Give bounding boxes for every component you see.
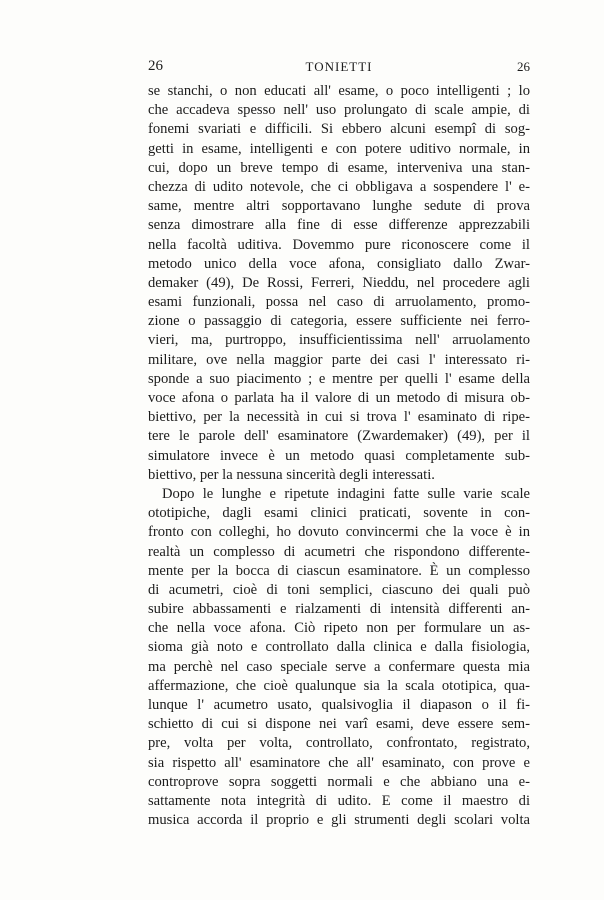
text-line: metodo unico della voce afona, consigliato dallo Zwar- <box>148 255 530 272</box>
text-line: schietto di cui si dispone nei varî esami, deve essere sem- <box>148 716 530 733</box>
running-title: TONIETTI <box>305 59 373 74</box>
page-number-left: 26 <box>148 58 163 74</box>
text-line: senza dimostrare alla fine di esse differenze apprezzabili <box>148 217 530 234</box>
body-text <box>148 82 530 830</box>
text-line: sattamente nota integrità di udito. E come il maestro di <box>148 792 530 809</box>
text-line: Dopo le lunghe e ripetute indagini fatte sulle varie scale <box>162 485 530 502</box>
text-line: voce afona o parlata ha il valore di un metodo di misura ob- <box>148 390 530 406</box>
text-line: sponde a suo piacimento ; e mentre per quelli l' esame della <box>148 370 530 387</box>
text-line: affermazione, che cioè qualunque sia la scala ototipica, qua- <box>148 677 530 694</box>
text-line: pre, volta per volta, controllato, confrontato, registrato, <box>148 735 530 752</box>
text-line: sia rispetto all' esaminatore che all' esaminato, con prove e <box>148 754 530 771</box>
text-line: subire abbassamenti e rialzamenti di intensità differenti an- <box>148 601 530 618</box>
running-header <box>148 58 530 80</box>
text-line: mente per la bocca di ciascun esaminatore. È un complesso <box>148 562 530 579</box>
text-line: esami funzionali, possa nel caso di arruolamento, promo- <box>148 294 530 311</box>
text-line: simulatore invece è un metodo quasi completamente sub- <box>148 447 530 464</box>
text-line: militare, ove nella maggior parte dei casi l' interessato ri- <box>148 351 530 368</box>
text-line: fronto con colleghi, ho dovuto convincermi che la voce è in <box>148 524 530 541</box>
text-line: getti in esame, intelligenti e con potere uditivo normale, in <box>148 140 530 157</box>
text-line: biettivo, per la necessità in cui si trova l' esaminato di ripe- <box>148 409 530 426</box>
text-line: cui, dopo un breve tempo di esame, interveniva una stan- <box>148 159 530 176</box>
text-line: nella facoltà uditiva. Dovemmo pure riconoscere come il <box>148 236 530 253</box>
text-line: se stanchi, o non educati all' esame, o poco intelligenti ; lo <box>148 83 530 99</box>
text-line: zione o passaggio di categoria, essere sufficiente nei ferro- <box>148 313 530 330</box>
text-line: ma perchè nel caso speciale serve a confermare questa mia <box>148 658 530 675</box>
text-line: ototipiche, dagli esami clinici praticati, sovente in con- <box>148 505 530 522</box>
text-line: biettivo, per la nessuna sincerità degli interessati. <box>148 466 435 483</box>
text-line: chezza di udito notevole, che ci obbligava a sospendere l' e- <box>148 178 530 195</box>
text-line: controprove sopra soggetti normali e che abbiano una e- <box>148 773 530 790</box>
text-line: musica accorda il proprio e gli strumenti degli scolari volta <box>148 812 530 829</box>
text-line: demaker (49), De Rossi, Ferreri, Nieddu, nel procedere agli <box>148 274 530 291</box>
text-line: realtà un complesso di acumetri che rispondono differente- <box>148 543 530 560</box>
text-line: che nella voce afona. Ciò ripeto non per formulare un as- <box>148 620 530 637</box>
text-line: che accadeva spesso nell' uso prolungato di scale ampie, di <box>148 102 530 119</box>
text-line: same, mentre altri sopportavano lunghe sedute di prova <box>148 198 530 215</box>
text-line: fonemi svariati e difficili. Si ebbero alcuni esempî di sog- <box>148 121 530 138</box>
text-line: vieri, ma, purtroppo, insufficientissima nell' arruolamento <box>148 332 530 349</box>
page-number-right: 26 <box>517 59 530 74</box>
text-line: di acumetri, cioè di toni semplici, ciascuno dei quali può <box>148 581 530 598</box>
text-line: sioma già noto e controllato dalla clinica e dalla fisiologia, <box>148 639 530 656</box>
text-line: tere le parole dell' esaminatore (Zwardemaker) (49), per il <box>148 428 530 445</box>
text-line: lunque l' acumetro usato, qualsivoglia il diapason o il fi- <box>148 697 530 713</box>
